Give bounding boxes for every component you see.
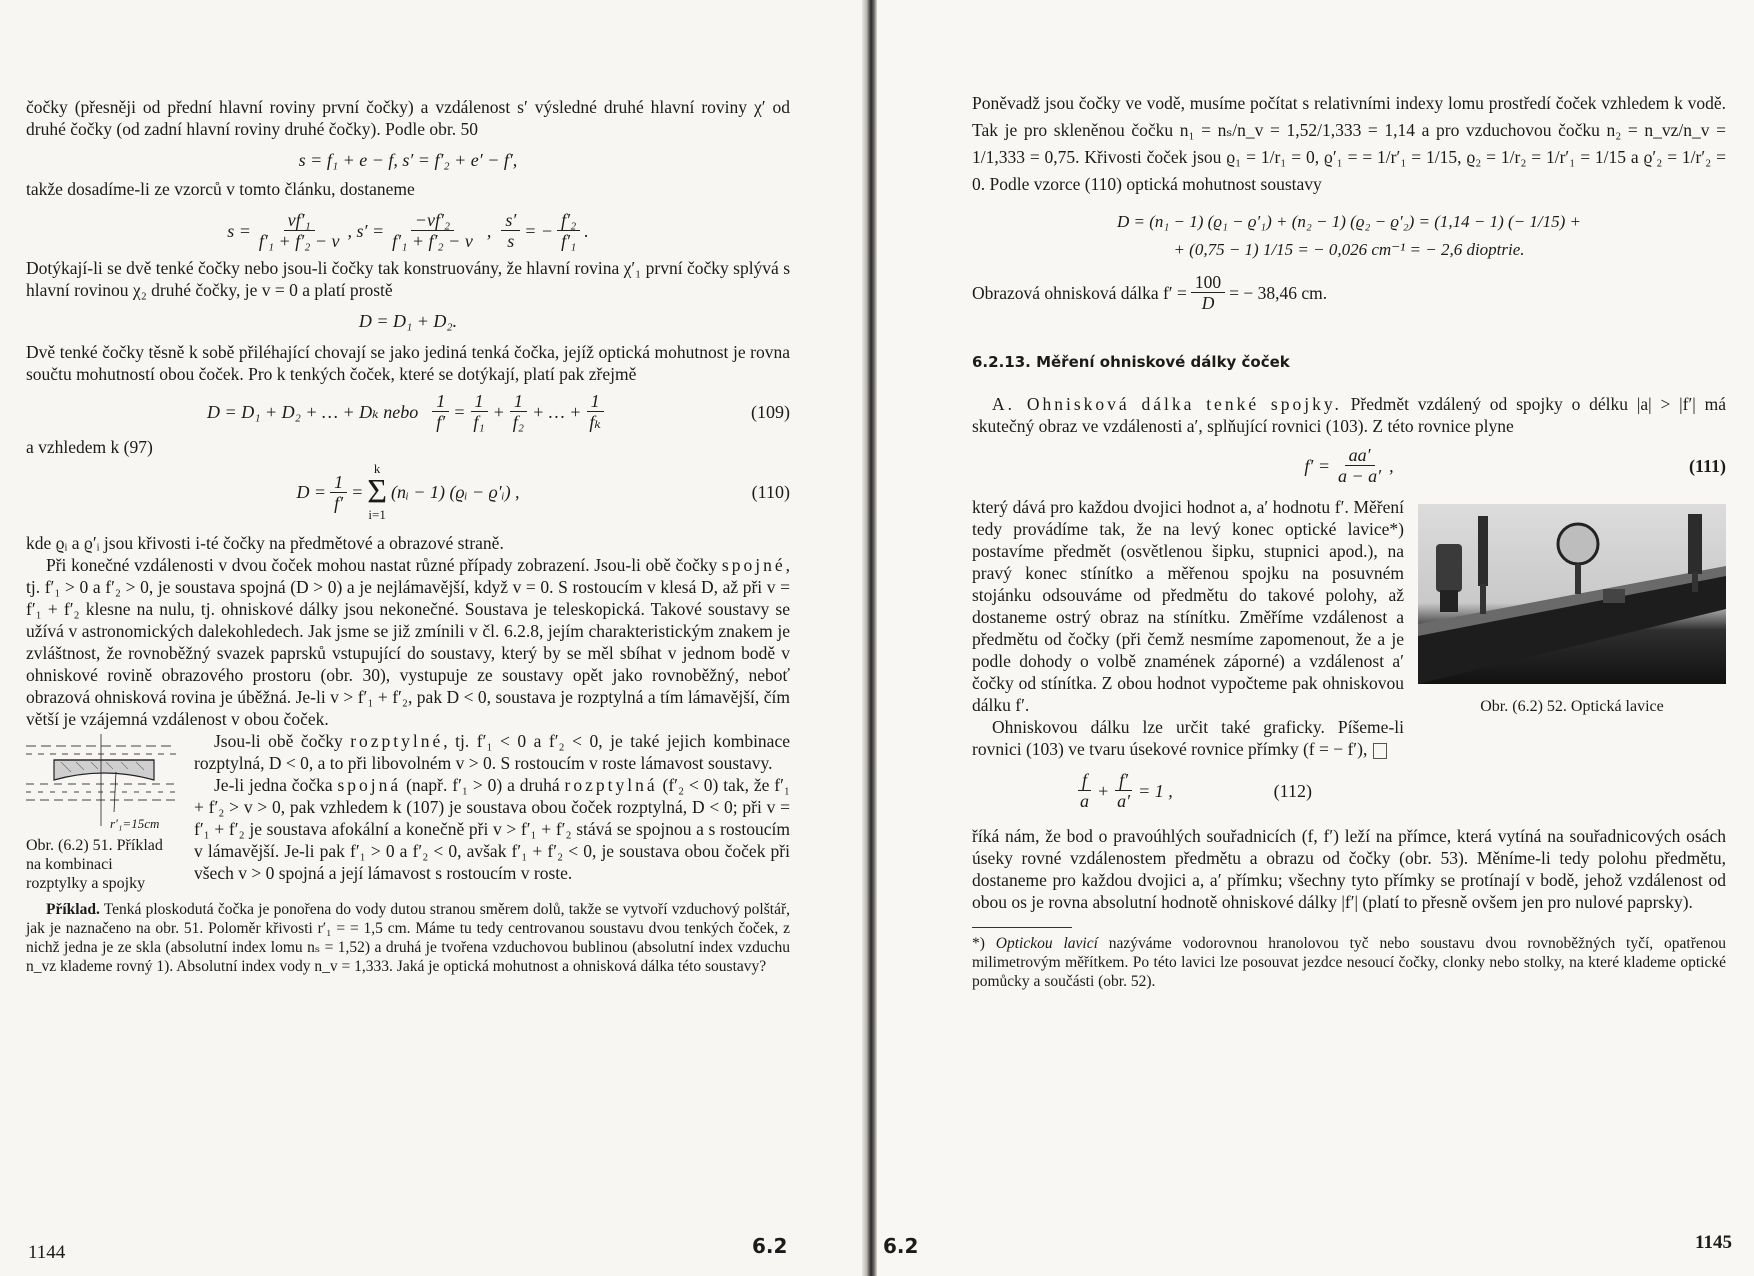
fraction: $\frac{1}{f'}$ (330, 472, 347, 513)
fraction: $\frac{1}{\text{f₂}}$ (509, 391, 528, 432)
page-number: 1144 (28, 1242, 66, 1263)
equation-110: D = $\frac{1}{f'}$ = k Σ i=1 (nᵢ − 1) (ϱᵢ − ϱ′ᵢ) , (110) (296, 461, 790, 522)
equation-109: D = D₁ + D₂ + … + Dₖ nebo $\frac{1}{f'}$ = $\frac{1}{\text{f₁}}$ + $\frac{1}{\text{f₂}}$ + … + $\frac{1}{\text{fₖ}}$ (109) (207, 391, 790, 432)
scan-mark-icon (1373, 743, 1387, 759)
focal-length-line: Obrazová ohnisková dálka f′ = $\frac{100}{D}$ = − 38,46 cm. (972, 272, 1328, 313)
paragraph-intro: čočky (přesněji od přední hlavní roviny první čočky) a vzdálenost s′ výsledné druhé hlavní roviny χ′ od druhé čočky (od zadní hlavní roviny druhé čočky). Podle obr. 50 (26, 97, 790, 139)
paragraph-thin-lenses: Dvě tenké čočky těsně k sobě přiléhající chovají se jako jediná tenká čočka, jejíž optická mohutnost je rovna součtu mohutností obou čoček. Pro k tenkých čoček, které se dotýkají, platí pak zřejmě (26, 342, 790, 384)
optical-bench-illustration (1418, 504, 1726, 684)
paragraph-bench-procedure: který dává pro každou dvojici hodnot a, a′ hodnotu f′. Měření tedy provádíme tak, že na levý konec optické lavice*) postavíme předmět (osvětlenou šipku, stupnici apod.), na pravý konec stínítko a měřenou spojku na posuvném stojánku odsouváme od předmětu do takové polohy, až dostaneme ostrý obraz na stínítku. Změříme vzdálenost a předmětu od čočky (při čemž nesmíme zapomenout, že a je podle dohody o volbě znamének záporné) a vzdálenost a′ čočky od stínítka. Z obou hodnot vypočteme pak ohniskovou dálku f′. (972, 497, 1404, 715)
fraction: $\frac{1}{\text{fₖ}}$ (585, 391, 605, 432)
fraction: $\frac{f'}{a'}$ (1113, 770, 1134, 811)
fraction: $\frac{\text{f′₂}}{\text{f′₁}}$ (557, 210, 580, 251)
paragraph-cases: Při konečné vzdálenosti v dvou čoček mohou nastat různé případy zobrazení. Jsou-li obě čočky spojné, tj. f′₁ > 0 a f′₂ > 0, je soustava spojná (D > 0) a je nejlámavější, když v = 0. S rostoucím v klesá D, až při v = f′₁ + f′₂ klesne na nulu, tj. ohniskové dálky jsou nekonečné. Soustava je teleskopická. Takové soustavy se užívá v astronomických dalekohledech. Jak jsme se již zmínili v čl. 6.2.8, jejím charakteristickým znakem je zvláštnost, že rovnoběžný svazek paprsků vstupující do soustavy, který by se měl sbíhat v jednom bodě v ohniskové rovině obrazového prostoru (obr. 30), vystupuje ze soustavy opět jako rovnoběžný, neboť obrazová ohnisková rovina je úběžná. Je-li v > f′₁ + f′₂, pak D < 0, soustava je rozptylná a tím lámavější, čím větší je vzájemná vzdálenost v obou čoček. (26, 555, 790, 729)
figure-52-caption: Obr. (6.2) 52. Optická lavice (1480, 698, 1664, 715)
figure-52 (1418, 504, 1726, 716)
eq-label: , s′ = (347, 220, 385, 241)
paragraph-mixed: Je-li jedna čočka spojná (např. f′₁ > 0) a druhá rozptylná (f′₂ < 0) tak, že f′₁ + f′₂ > v > 0, pak vzhledem k (107) je soustava obou čoček rozptylná, D < 0; při v = f′₁ + f′₂ je soustava afokální a konečně při v > f′₁ + f′₂ stává se spojnou a s rostoucím v lámavější. Je-li pak f′₁ > 0 a f′₂ < 0, avšak f′₁ + f′₂ < 0, je soustava obou čoček při všech v > 0 spojná a její lámavost s rostoucím v roste. (194, 775, 791, 883)
equation-number: (111) (1688, 455, 1726, 476)
right-page (877, 0, 1754, 1276)
radius-label: r′₁=15cm (110, 816, 160, 831)
paragraph-thin-converging: A. Ohnisková dálka tenké spojky. Předmět vzdálený od spojky o délku |a| > |f′| má skutečný obraz ve vzdálenosti a′, splňující rovnici (103). Z této rovnice plyne (972, 394, 1726, 436)
page-number: 1145 (1695, 1232, 1732, 1253)
running-head: 6.2 (752, 1234, 788, 1258)
fraction: $\frac{1}{f'}$ (432, 391, 449, 432)
fraction: $\frac{100}{D}$ (1191, 272, 1225, 313)
equation-s-sprime: s = $\frac{\text{vf′₁}}{\text{f′₁ + f′₂ − v}}$ , s′ = $\frac{\text{−vf′₂}}{\text{f′₁ + f′₂ − v}}$ , $\frac{s'}{s}$ = − $\frac{\text{f′₂}}{\text{f′₁}}$ . (227, 210, 589, 251)
equation-111: f′ = $\frac{aa'}{a - a'}$ , (111) (1304, 445, 1726, 486)
fraction: $\frac{f}{a}$ (1076, 770, 1093, 811)
lens-diagram (26, 734, 176, 826)
equation-number: (110) (751, 482, 790, 502)
example-paragraph: Příklad. Tenká ploskodutá čočka je ponořena do vody dutou stranou směrem dolů, takže se vytvoří vzduchový polštář, jak je naznačeno na obr. 51. Poloměr křivosti r′₁ = = 1,5 cm. Máme tu tedy centrovanou soustavu dvou tenkých čoček, z nichž jedna je ze skla (absolutní index lomu nₛ = 1,52) a druhá je tvořena vzduchovou bublinou (absolutní index vzduchu n_vz klademe rovný 1). Absolutní index vody n_v = 1,333. Jaká je optická mohutnost a ohnisková dálka této soustavy? (26, 901, 790, 975)
optical-bench-photo (1418, 504, 1726, 684)
fraction: $\frac{aa'}{a - a'}$ (1338, 445, 1382, 486)
fraction: $\frac{\text{−vf′₂}}{\text{f′₁ + f′₂ − v}}$ (392, 210, 473, 251)
left-page (0, 0, 862, 1276)
summation: k Σ i=1 (367, 461, 388, 522)
figure-51 (26, 734, 176, 893)
paragraph-relative-indices: Poněvadž jsou čočky ve vodě, musíme počítat s relativními indexy lomu prostředí čoček vzhledem k vodě. Tak je pro skleněnou čočku n₁ = nₛ/n_v = 1,52/1,333 = 1,14 a pro vzduchovou čočku n₂ = n_vz/n_v = 1/1,333 = 0,75. Křivosti čoček jsou ϱ₁ = 1/r₁ = 0, ϱ′₁ = = 1/r′₁ = 1/15, ϱ₂ = 1/r₂ = 1/r′₁ = 1/15 a ϱ′₂ = 1/r′₂ = 0. Podle vzorce (110) optická mohutnost soustavy (972, 93, 1726, 194)
equation-number: (109) (751, 401, 790, 422)
equation-d-sum: D = D₁ + D₂. (358, 311, 458, 331)
equation-112: $\frac{f}{a}$ + $\frac{f'}{a'}$ = 1 , (112) (972, 770, 1312, 811)
fraction: $\frac{\text{vf′₁}}{\text{f′₁ + f′₂ − v}}$ (258, 210, 340, 251)
equation-d-result: + (0,75 − 1) 1/15 = − 0,026 cm⁻¹ = − 2,6 dioptrie. (1173, 240, 1525, 259)
paragraph-coordinates: říká nám, že bod o pravoúhlých souřadnicích (f, f′) leží na přímce, která vytíná na souřadnicových osách úseky rovné vzdálenostem předmětu a obrazu od čočky (obr. 53). Měníme-li tedy polohu předmětu, dostaneme pro každou dvojici a, a′ přímku; všechny tyto přímky se protínají v bodě, jehož vzdálenost od obou os je rovna absolutní hodnotě ohniskové dálky |f′| (platí to přesně ovšem jen pro nulové paprsky). (972, 826, 1726, 912)
equation-d-expanded: D = (n₁ − 1) (ϱ₁ − ϱ′₁) + (n₂ − 1) (ϱ₂ − ϱ′₂) = (1,14 − 1) (− 1/15) + (1116, 212, 1582, 231)
footnote: *) Optickou lavicí nazýváme vodorovnou hranolovou tyč nebo soustavu dvou rovnoběžných tyčí, opatřenou milimetrovým měřítkem. Po této lavici lze posouvat jezdce nesoucí čočky, clonky nebo stolky, na které klademe optické pomůcky a součásti (obr. 52). (972, 935, 1727, 990)
eq-label: = − (524, 220, 554, 241)
eq-label: s = (227, 220, 251, 241)
paragraph-with-respect: a vzhledem k (97) (26, 437, 153, 457)
paragraph-substitute: takže dosadíme-li ze vzorců v tomto článku, dostaneme (26, 179, 415, 199)
fraction: $\frac{s'}{s}$ (501, 210, 520, 251)
fraction: $\frac{1}{\text{f₁}}$ (469, 391, 488, 432)
figure-51-caption: Obr. (6.2) 51. Příklad na kombinaci rozptylky a spojky (26, 837, 163, 892)
equation-number: (112) (1273, 780, 1312, 801)
paragraph-graphic: Ohniskovou dálku lze určit také graficky. Píšeme-li rovnici (103) ve tvaru úsekové rovnice přímky (f = − f′), (972, 717, 1404, 759)
book-gutter (862, 0, 877, 1276)
section-heading: 6.2.13. Měření ohniskové dálky čoček (972, 353, 1290, 371)
paragraph-curvature: kde ϱᵢ a ϱ′ᵢ jsou křivosti i-té čočky na předmětové a obrazové straně. (26, 533, 504, 553)
paragraph-touching-lenses: Dotýkají-li se dvě tenké čočky nebo jsou-li čočky tak konstruovány, že hlavní rovina χ′₁ první čočky splývá s hlavní rovinou χ₂ druhé čočky, je v = 0 a platí prostě (26, 258, 791, 300)
equation-s: s = f₁ + e − f, s′ = f′₂ + e′ − f′, (298, 150, 518, 170)
footnote-rule (972, 927, 1072, 928)
running-head: 6.2 (883, 1234, 919, 1258)
paragraph-diverging: Jsou-li obě čočky rozptylné, tj. f′₁ < 0 a f′₂ < 0, je také jejich kombinace rozptylná, D < 0, a to při libovolném v > 0. S rostoucím v roste lámavost soustavy. (194, 731, 790, 773)
